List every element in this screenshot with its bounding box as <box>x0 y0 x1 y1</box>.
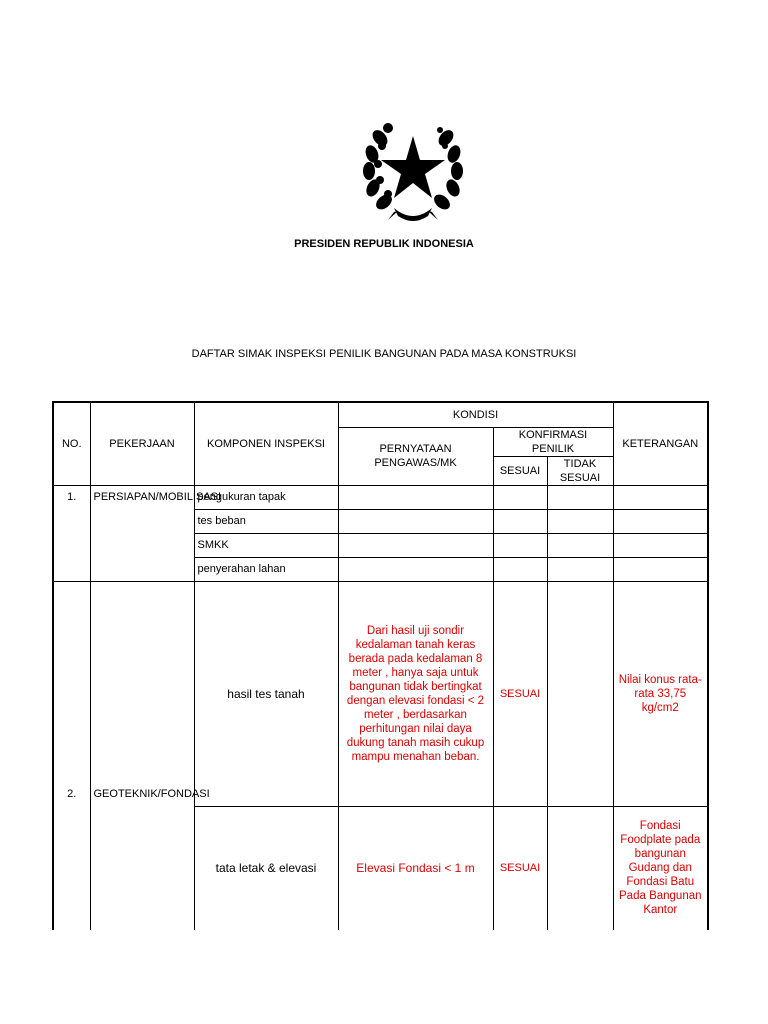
komponen-cell: hasil tes tanah <box>194 581 338 806</box>
pernyataan-cell <box>338 509 493 533</box>
document-title: DAFTAR SIMAK INSPEKSI PENILIK BANGUNAN PADA MASA KONSTRUKSI <box>191 348 577 360</box>
header-komponen: KOMPONEN INSPEKSI <box>194 402 338 485</box>
header-keterangan: KETERANGAN <box>613 402 708 485</box>
emblem-caption: PRESIDEN REPUBLIK INDONESIA <box>294 238 474 250</box>
pernyataan-cell <box>338 557 493 581</box>
table-row <box>53 581 708 806</box>
header-tidak-sesuai: TIDAK SESUAI <box>547 456 613 485</box>
pernyataan-cell: Elevasi Fondasi < 1 m <box>338 806 493 930</box>
keterangan-cell: Fondasi Foodplate pada bangunan Gudang dan Fondasi Batu Pada Bangunan Kantor <box>613 806 708 930</box>
sesuai-cell: SESUAI <box>493 806 547 930</box>
garuda-emblem-icon <box>358 108 468 224</box>
pernyataan-cell <box>338 485 493 509</box>
header-sesuai: SESUAI <box>493 456 547 485</box>
sesuai-cell: SESUAI <box>493 581 547 806</box>
header-kondisi: KONDISI <box>338 402 613 427</box>
tidak-sesuai-cell <box>547 806 613 930</box>
tidak-sesuai-cell <box>547 533 613 557</box>
tidak-sesuai-cell <box>547 581 613 806</box>
komponen-cell: tata letak & elevasi <box>194 806 338 930</box>
section-pekerjaan: GEOTEKNIK/FONDASI <box>90 581 194 930</box>
keterangan-cell: Nilai konus rata-rata 33,75 kg/cm2 <box>613 581 708 806</box>
sesuai-cell <box>493 533 547 557</box>
sesuai-cell <box>493 485 547 509</box>
tidak-sesuai-cell <box>547 557 613 581</box>
keterangan-cell <box>613 533 708 557</box>
section-no: 2. <box>53 581 90 930</box>
header-row-1 <box>53 402 708 427</box>
keterangan-cell <box>613 485 708 509</box>
header-pernyataan: PERNYATAAN PENGAWAS/MK <box>338 427 493 485</box>
sesuai-cell <box>493 557 547 581</box>
table-row <box>53 485 708 509</box>
sesuai-cell <box>493 509 547 533</box>
pernyataan-cell <box>338 533 493 557</box>
komponen-cell: SMKK <box>194 533 338 557</box>
header-konfirmasi: KONFIRMASI PENILIK <box>493 427 613 456</box>
tidak-sesuai-cell <box>547 509 613 533</box>
keterangan-cell <box>613 557 708 581</box>
header-pekerjaan: PEKERJAAN <box>90 402 194 485</box>
section-no: 1. <box>53 485 90 581</box>
keterangan-cell <box>613 509 708 533</box>
tidak-sesuai-cell <box>547 485 613 509</box>
komponen-cell: tes beban <box>194 509 338 533</box>
header-no: NO. <box>53 402 90 485</box>
pernyataan-cell: Dari hasil uji sondir kedalaman tanah keras berada pada kedalaman 8 meter , hanya saja untuk bangunan tidak bertingkat dengan elevasi fondasi < 2 meter , berdasarkan perhitungan nilai daya dukung tanah masih cukup mampu menahan beban. <box>338 581 493 806</box>
inspection-checklist-table <box>52 401 709 930</box>
komponen-cell: penyerahan lahan <box>194 557 338 581</box>
komponen-cell: pengukuran tapak <box>194 485 338 509</box>
section-pekerjaan: PERSIAPAN/MOBILISASI <box>90 485 194 581</box>
